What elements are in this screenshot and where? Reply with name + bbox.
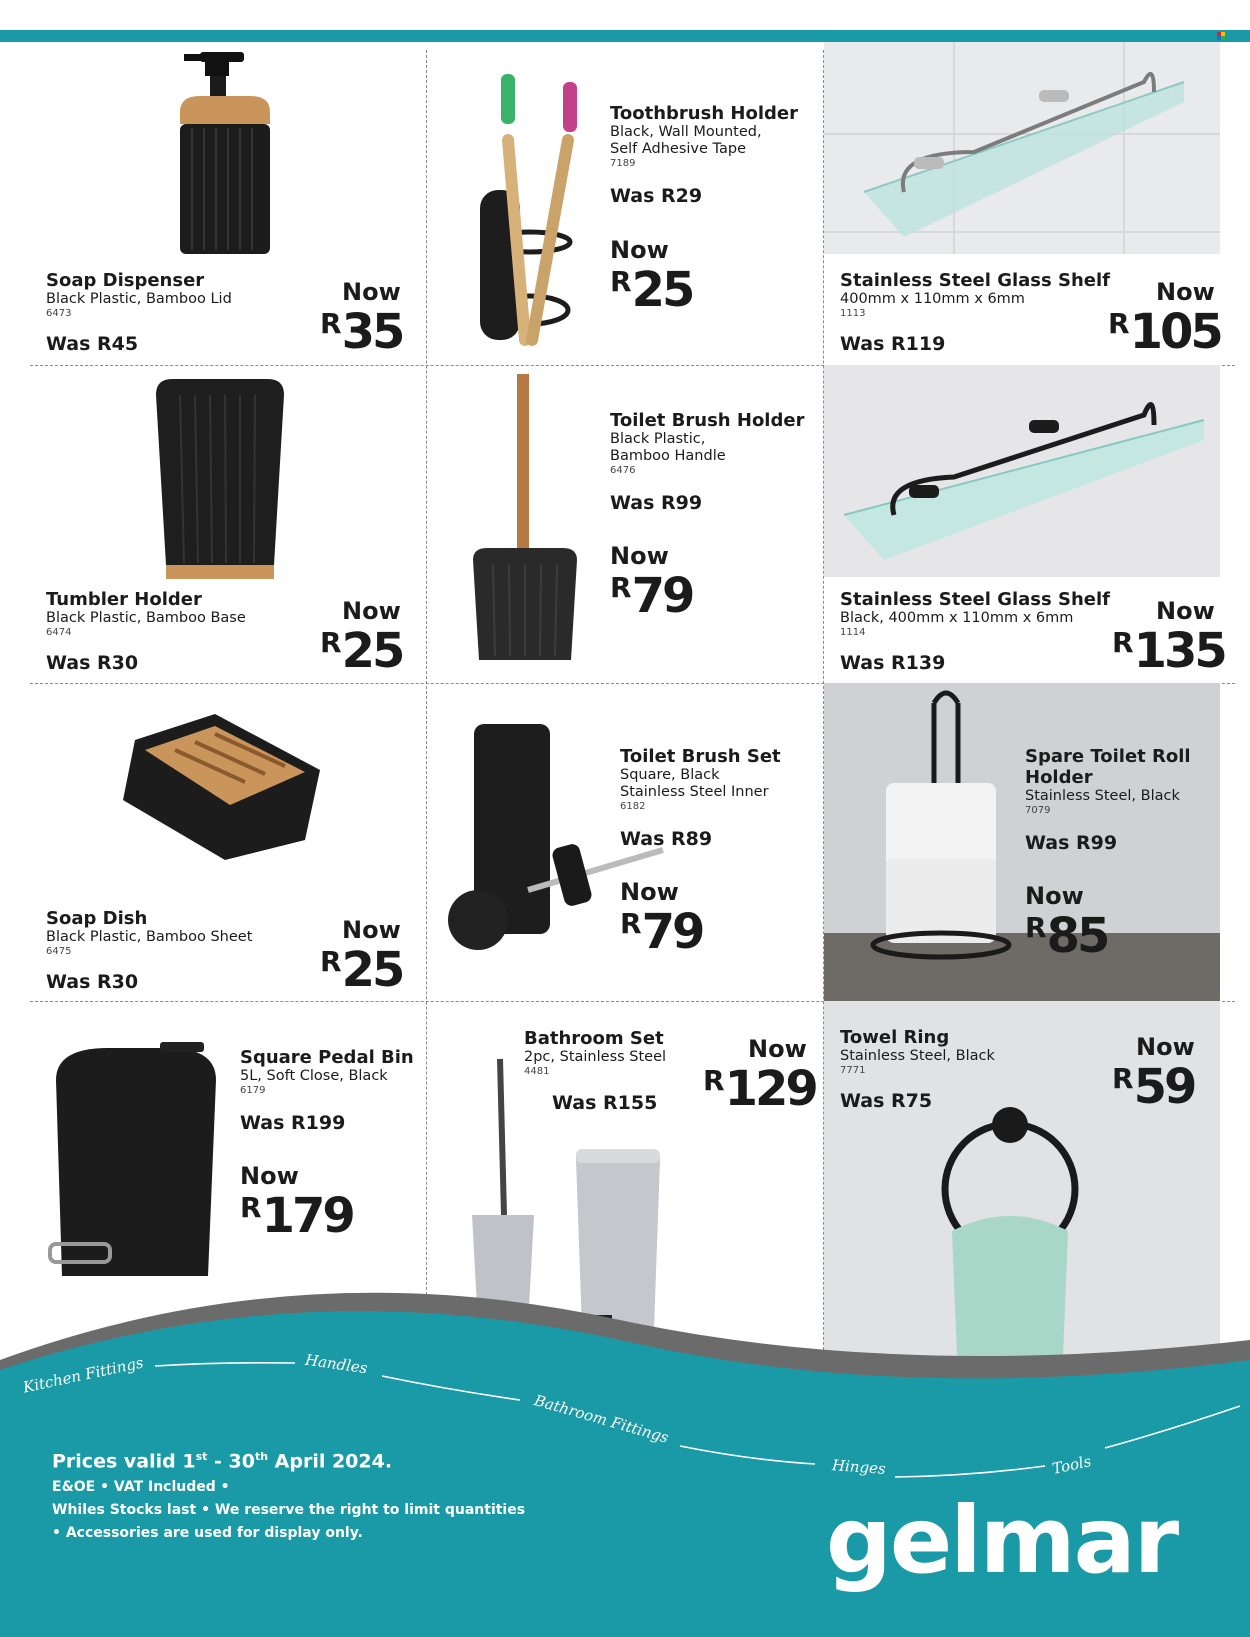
soap-dispenser-image xyxy=(160,50,290,265)
product-pedal-bin xyxy=(240,1047,414,1097)
product-glass-shelf-black xyxy=(840,589,1110,639)
product-code: 6182 xyxy=(620,801,646,812)
product-code: 6474 xyxy=(46,627,72,638)
footer-category: Kitchen Fittings xyxy=(21,1353,145,1397)
was-price: Was R45 xyxy=(46,333,139,355)
was-price: Was R119 xyxy=(840,333,946,355)
was-price: Was R89 xyxy=(620,828,713,850)
now-price: R135 xyxy=(1112,623,1225,679)
product-name-line-2: Holder xyxy=(1025,767,1093,788)
fine-print: E&OE • VAT Included • Whiles Stocks last • We reserve the right to limit quantities • Accessories are used for display only. xyxy=(52,1479,526,1541)
corner-color-dots xyxy=(1217,32,1227,40)
grid-divider xyxy=(426,50,427,1370)
footer-category: Tools xyxy=(1050,1452,1093,1478)
now-label: Now xyxy=(1136,1033,1195,1061)
was-price: Was R155 xyxy=(552,1092,658,1114)
product-description: 2pc, Stainless Steel xyxy=(524,1049,667,1065)
now-label: Now xyxy=(1156,278,1215,306)
product-description: 5L, Soft Close, Black xyxy=(240,1068,388,1084)
product-name: Stainless Steel Glass Shelf xyxy=(840,589,1110,610)
product-soap-dispenser xyxy=(46,270,232,320)
now-price: R105 xyxy=(1108,304,1221,360)
tumbler-holder-image xyxy=(150,375,290,590)
toilet-roll-holder-image xyxy=(824,683,1220,1001)
glass-shelf-image xyxy=(824,42,1220,254)
product-code: 7771 xyxy=(840,1065,866,1076)
product-code: 1114 xyxy=(840,627,866,638)
product-name: Bathroom Set xyxy=(524,1028,664,1049)
pedal-bin-image xyxy=(48,1040,223,1285)
top-accent-bar xyxy=(0,30,1250,42)
product-description: Black, Wall Mounted, xyxy=(610,124,762,140)
product-description: Black Plastic, Bamboo Sheet xyxy=(46,929,253,945)
now-price: R79 xyxy=(610,568,693,624)
product-description: Self Adhesive Tape xyxy=(610,141,747,157)
product-name: Toothbrush Holder xyxy=(610,103,798,124)
now-price: R85 xyxy=(1025,908,1108,964)
now-label: Now xyxy=(620,878,679,906)
product-code: 6179 xyxy=(240,1085,266,1096)
product-name: Toilet Brush Set xyxy=(620,746,781,767)
prices-valid-note: Prices valid 1st - 30th April 2024. xyxy=(52,1450,393,1473)
product-bathroom-set xyxy=(524,1028,666,1078)
toothbrush-holder-image xyxy=(470,60,600,355)
now-price: R35 xyxy=(320,304,403,360)
product-code: 7079 xyxy=(1025,805,1051,816)
was-price: Was R75 xyxy=(840,1090,933,1112)
was-price: Was R99 xyxy=(610,492,703,514)
product-tumbler-holder xyxy=(46,589,246,639)
toilet-brush-holder-image xyxy=(465,370,585,670)
product-glass-shelf xyxy=(840,270,1110,320)
product-name: Soap Dispenser xyxy=(46,270,205,291)
product-code: 1113 xyxy=(840,308,866,319)
product-towel-ring xyxy=(840,1027,995,1077)
product-name: Soap Dish xyxy=(46,908,148,929)
product-soap-dish xyxy=(46,908,252,958)
product-toothbrush-holder xyxy=(610,103,798,170)
footer-category: Bathroom Fittings xyxy=(532,1391,671,1447)
now-label: Now xyxy=(1156,597,1215,625)
was-price: Was R30 xyxy=(46,652,139,674)
now-label: Now xyxy=(748,1035,807,1063)
now-price: R25 xyxy=(610,262,693,318)
product-name: Spare Toilet Roll xyxy=(1025,746,1191,767)
product-description: Bamboo Handle xyxy=(610,448,726,464)
now-label: Now xyxy=(342,597,401,625)
now-label: Now xyxy=(610,236,669,264)
product-code: 6476 xyxy=(610,465,636,476)
now-price: R79 xyxy=(620,904,703,960)
gelmar-logo: gelmar xyxy=(826,1487,1178,1594)
product-description: Black Plastic, xyxy=(610,431,706,447)
now-label: Now xyxy=(1025,882,1084,910)
was-price: Was R99 xyxy=(1025,832,1118,854)
product-toilet-brush-holder xyxy=(610,410,804,477)
product-toilet-roll-holder xyxy=(1025,746,1191,817)
product-code: 4481 xyxy=(524,1066,550,1077)
footer-category: Handles xyxy=(304,1350,369,1378)
now-label: Now xyxy=(342,278,401,306)
now-price: R59 xyxy=(1112,1059,1195,1115)
now-price: R129 xyxy=(703,1061,816,1117)
product-description: Stainless Steel, Black xyxy=(840,1048,995,1064)
footer-category: Hinges xyxy=(831,1456,887,1478)
product-description: Black, 400mm x 110mm x 6mm xyxy=(840,610,1074,626)
product-description: Black Plastic, Bamboo Lid xyxy=(46,291,232,307)
product-description: 400mm x 110mm x 6mm xyxy=(840,291,1025,307)
product-description: Stainless Steel, Black xyxy=(1025,788,1180,804)
was-price: Was R29 xyxy=(610,185,703,207)
product-name: Square Pedal Bin xyxy=(240,1047,414,1068)
product-toilet-brush-set xyxy=(620,746,781,813)
product-description: Stainless Steel Inner xyxy=(620,784,769,800)
product-description: Black Plastic, Bamboo Base xyxy=(46,610,246,626)
product-name: Toilet Brush Holder xyxy=(610,410,805,431)
product-code: 6475 xyxy=(46,946,72,957)
product-name: Towel Ring xyxy=(840,1027,950,1048)
soap-dish-image xyxy=(115,710,345,860)
now-label: Now xyxy=(610,542,669,570)
product-name: Tumbler Holder xyxy=(46,589,202,610)
now-label: Now xyxy=(240,1162,299,1190)
now-price: R25 xyxy=(320,942,403,998)
glass-shelf-black-image xyxy=(824,365,1220,577)
now-price: R179 xyxy=(240,1188,353,1244)
now-price: R25 xyxy=(320,623,403,679)
was-price: Was R199 xyxy=(240,1112,346,1134)
product-name: Stainless Steel Glass Shelf xyxy=(840,270,1110,291)
now-label: Now xyxy=(342,916,401,944)
was-price: Was R30 xyxy=(46,971,139,993)
was-price: Was R139 xyxy=(840,652,946,674)
product-code: 7189 xyxy=(610,158,636,169)
product-code: 6473 xyxy=(46,308,72,319)
product-description: Square, Black xyxy=(620,767,720,783)
